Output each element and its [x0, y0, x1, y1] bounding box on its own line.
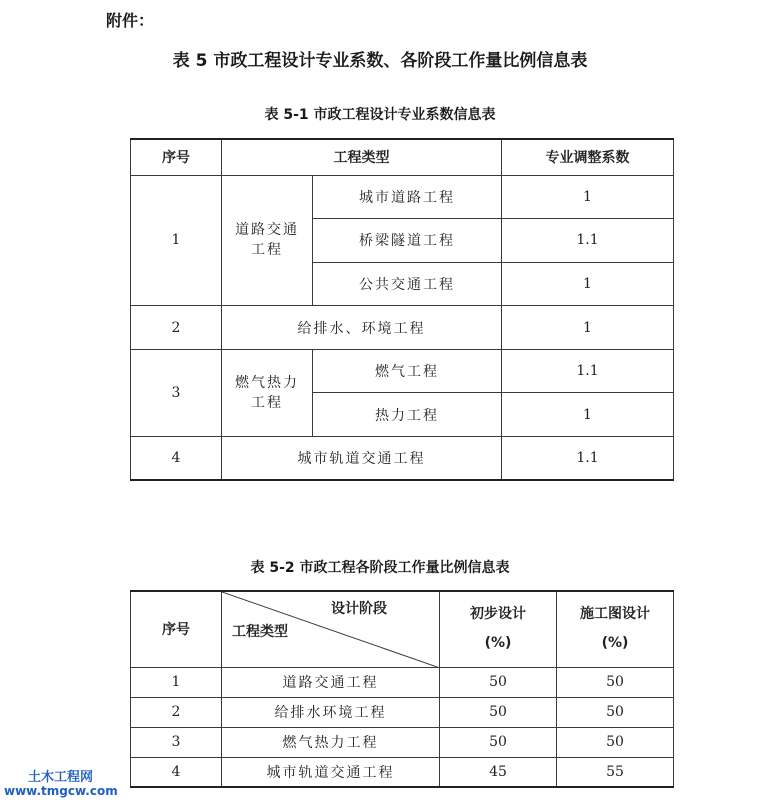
table-row: [131, 349, 674, 393]
header-prelim: [440, 591, 557, 667]
header-construction-label: 施工图设计: [580, 605, 650, 622]
type-cell: 热力工程: [313, 393, 502, 437]
main-title: 表 5 市政工程设计专业系数、各阶段工作量比例信息表: [172, 51, 588, 71]
coef-cell: 1: [502, 175, 674, 219]
coef-cell: 1.1: [502, 349, 674, 393]
type-cell: 燃气热力工程: [222, 727, 440, 757]
seq-cell: 1: [131, 667, 222, 697]
construction-cell: 50: [557, 727, 674, 757]
header-coef: 专业调整系数: [502, 139, 674, 175]
prelim-cell: 45: [440, 757, 557, 787]
prelim-cell: 50: [440, 667, 557, 697]
coef-cell: 1: [502, 306, 674, 350]
coef-cell: 1.1: [502, 437, 674, 481]
header-construction-unit: (%): [601, 635, 629, 652]
table-row: [131, 697, 674, 727]
seq-cell: 4: [131, 437, 222, 481]
header-seq: 序号: [131, 139, 222, 175]
specialty-coefficient-table: [130, 138, 674, 481]
type-cell: 给排水、环境工程: [222, 306, 502, 350]
seq-cell: 2: [131, 306, 222, 350]
table-row: [131, 175, 674, 219]
prelim-cell: 50: [440, 727, 557, 757]
table-row: [131, 437, 674, 481]
header-seq: 序号: [131, 591, 222, 667]
coef-cell: 1: [502, 262, 674, 306]
seq-cell: 1: [131, 175, 222, 306]
seq-cell: 3: [131, 349, 222, 436]
construction-cell: 55: [557, 757, 674, 787]
prelim-cell: 50: [440, 697, 557, 727]
table-row: [131, 667, 674, 697]
table2-title: 表 5-2 市政工程各阶段工作量比例信息表: [250, 560, 510, 576]
type-cell: 燃气工程: [313, 349, 502, 393]
watermark-url: www.tmgcw.com: [4, 784, 118, 798]
table-row: [131, 757, 674, 787]
construction-cell: 50: [557, 697, 674, 727]
attachment-label: 附件：: [106, 11, 155, 30]
header-type: 工程类型: [222, 139, 502, 175]
table-row: [131, 306, 674, 350]
header-prelim-unit: (%): [484, 635, 512, 652]
header-prelim-label: 初步设计: [470, 605, 526, 622]
type-cell: 城市轨道交通工程: [222, 757, 440, 787]
table-header-row: [131, 591, 674, 667]
type-cell: 公共交通工程: [313, 262, 502, 306]
type-cell: 城市道路工程: [313, 175, 502, 219]
table-row: [131, 727, 674, 757]
type-cell: 道路交通工程: [222, 667, 440, 697]
header-stage: 设计阶段: [331, 601, 387, 617]
group-cell: 道路交通 工程: [222, 175, 313, 306]
watermark-name: 土木工程网: [28, 770, 94, 785]
seq-cell: 4: [131, 757, 222, 787]
type-cell: 给排水环境工程: [222, 697, 440, 727]
coef-cell: 1: [502, 393, 674, 437]
diagonal-header-cell: [222, 591, 440, 667]
header-type: 工程类型: [232, 623, 288, 640]
type-cell: 桥梁隧道工程: [313, 219, 502, 263]
header-construction: [557, 591, 674, 667]
seq-cell: 2: [131, 697, 222, 727]
coef-cell: 1.1: [502, 219, 674, 263]
group-cell: 燃气热力 工程: [222, 349, 313, 436]
table1-title: 表 5-1 市政工程设计专业系数信息表: [264, 107, 496, 123]
table-header-row: [131, 139, 674, 175]
construction-cell: 50: [557, 667, 674, 697]
type-cell: 城市轨道交通工程: [222, 437, 502, 481]
stage-workload-table: [130, 590, 674, 788]
seq-cell: 3: [131, 727, 222, 757]
